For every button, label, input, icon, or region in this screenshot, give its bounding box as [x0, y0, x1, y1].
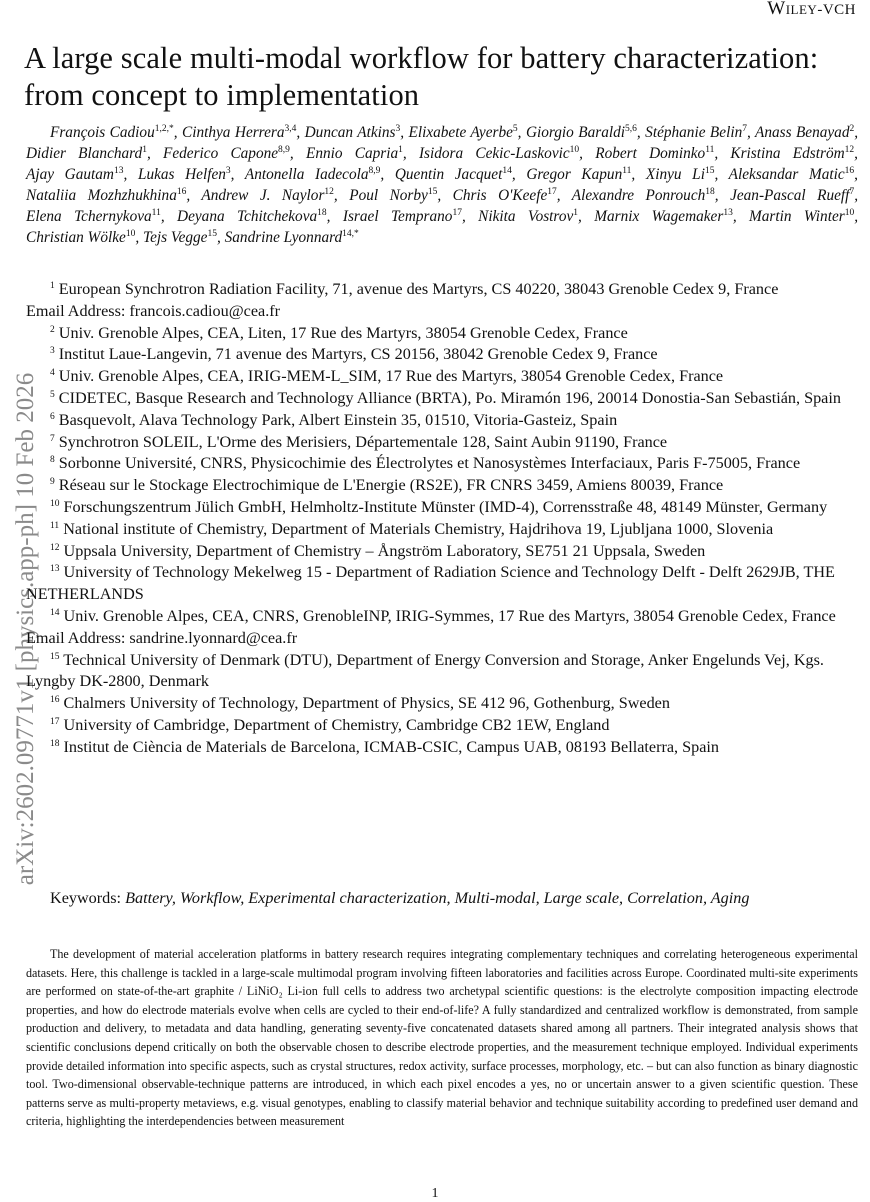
affiliation-text: Univ. Grenoble Alpes, CEA, IRIG-MEM-L_SIM, 17 Rue des Martyrs, 38054 Grenoble Cedex, France [58, 367, 724, 386]
author-affiliation-marker: 15 [427, 187, 438, 197]
author-name [163, 145, 290, 162]
author-name-text: Stéphanie Belin [645, 124, 743, 141]
affiliation-number: 17 [50, 716, 60, 727]
author-name-text: Martin Winter [749, 208, 845, 225]
author-name-text: Israel Temprano [342, 208, 453, 225]
author-name [595, 145, 714, 162]
author-name [730, 187, 854, 204]
author-name [594, 208, 733, 225]
author-name [478, 208, 578, 225]
author-name [182, 124, 296, 141]
keywords-label: Keywords: [50, 889, 122, 907]
author-affiliation-marker: 13 [723, 208, 733, 218]
author-name-text: Lukas Helfen [137, 166, 226, 183]
author-name-text: Giorgio Baraldi [525, 124, 626, 141]
affiliation-number: 3 [50, 346, 55, 357]
author-name-text: François Cadiou [50, 124, 155, 141]
author-affiliation-marker: 1 [142, 145, 147, 155]
author-affiliation-marker: 16 [176, 187, 187, 197]
affiliation-number: 7 [50, 433, 55, 444]
author-affiliation-marker: 15 [704, 166, 715, 176]
author-name [26, 166, 123, 183]
author-affiliation-marker: 14 [502, 166, 512, 176]
affiliation-number: 4 [50, 368, 55, 379]
author-name [526, 166, 631, 183]
affiliation [26, 606, 858, 628]
author-name [349, 187, 437, 204]
author-affiliation-marker: 15 [207, 229, 217, 239]
affiliation-text: Forschungszentrum Jülich GmbH, Helmholtz-Institute Münster (IMD-4), Corrensstraße 48, 48149 Münster, Germany [63, 497, 828, 516]
author-name [729, 166, 855, 183]
affiliation-number: 13 [50, 564, 60, 575]
author-name-text: Christian Wölke [26, 229, 126, 246]
author-name [526, 124, 637, 141]
author-name-text: Ennio Capria [305, 145, 399, 162]
corresponding-email[interactable]: Email Address: francois.cadiou@cea.fr [26, 301, 281, 320]
affiliation-number: 11 [50, 520, 60, 531]
author-name-text: Quentin Jacquet [394, 166, 503, 183]
author-name [26, 208, 161, 225]
author-affiliation-marker: 13 [113, 166, 124, 176]
affiliation-number: 18 [50, 738, 60, 749]
author-affiliation-marker: 5,6 [625, 124, 637, 134]
affiliation-text: Technical University of Denmark (DTU), Department of Energy Conversion and Storage, Anker Engelunds Vej, Kgs. Lyngby DK-2800, Denmark [26, 650, 824, 691]
author-affiliation-marker: 11 [151, 208, 161, 218]
affiliation [26, 453, 858, 475]
affiliation [26, 344, 858, 366]
author-affiliation-marker: 18 [705, 187, 715, 197]
author-name [26, 229, 135, 246]
author-affiliation-marker: 10 [125, 229, 136, 239]
author-affiliation-marker: 12 [844, 145, 855, 155]
author-affiliation-marker: 18 [317, 208, 327, 218]
author-name [50, 124, 174, 141]
author-affiliation-marker: 8,9 [278, 145, 290, 155]
author-name [646, 166, 715, 183]
affiliation [26, 475, 858, 497]
author-name [177, 208, 327, 225]
author-name [730, 145, 854, 162]
affiliation-list [26, 279, 858, 759]
author-affiliation-marker: 11 [705, 145, 715, 155]
author-name-text: Kristina Edström [730, 145, 845, 162]
author-name [749, 208, 854, 225]
author-affiliation-marker: 5 [512, 124, 518, 134]
author-name-text: Andrew J. Naylor [201, 187, 325, 204]
affiliation-text: Univ. Grenoble Alpes, CEA, CNRS, GrenobleINP, IRIG-Symmes, 17 Rue des Martyrs, 38054 Grenoble Cedex, France [63, 606, 836, 625]
author-name-text: Jean-Pascal Rueff [730, 187, 850, 204]
author-affiliation-marker: 1 [398, 145, 403, 155]
affiliation [26, 650, 858, 694]
corresponding-email[interactable]: Email Address: sandrine.lyonnard@cea.fr [26, 628, 298, 647]
affiliation-text: European Synchrotron Radiation Facility, 71, avenue des Martyrs, CS 40220, 38043 Grenoble Cedex 9, France [58, 280, 779, 298]
author-affiliation-marker: 17 [452, 208, 462, 218]
author-name-text: Alexandre Ponrouch [571, 187, 706, 204]
affiliation-number: 6 [50, 411, 55, 422]
author-name-text: Didier Blanchard [26, 145, 143, 162]
affiliation [26, 541, 858, 563]
affiliation-text: Institut Laue-Langevin, 71 avenue des Martyrs, CS 20156, 38042 Grenoble Cedex 9, France [58, 345, 658, 364]
affiliation-number: 15 [50, 651, 60, 662]
author-name [26, 187, 186, 204]
affiliation-text: Institut de Ciència de Materials de Barcelona, ICMAB-CSIC, Campus UAB, 08193 Bellaterra, Spain [63, 737, 720, 756]
affiliation-text: National institute of Chemistry, Department of Materials Chemistry, Hajdrihova 19, Ljubljana 1000, Slovenia [63, 519, 774, 538]
affiliation [26, 432, 858, 454]
affiliation-text: Sorbonne Université, CNRS, Physicochimie des Électrolytes et Nanosystèmes Interfaciaux, Paris F-75005, France [58, 454, 801, 473]
affiliation [26, 562, 858, 606]
author-affiliation-marker: 3 [225, 166, 231, 176]
author-name-text: Poul Norby [349, 187, 428, 204]
author-name-text: Chris O'Keefe [452, 187, 548, 204]
author-name [755, 124, 854, 141]
author-name-text: Antonella Iadecola [244, 166, 369, 183]
author-affiliation-marker: 17 [547, 187, 557, 197]
author-name-text: Anass Benayad [754, 124, 850, 141]
author-name-text: Nikita Vostrov [478, 208, 574, 225]
publisher-logo [767, 0, 856, 20]
author-name [395, 166, 512, 183]
author-name-text: Nataliia Mozhzhukhina [26, 187, 177, 204]
author-affiliation-marker: 12 [324, 187, 334, 197]
author-name-text: Marnix Wagemaker [594, 208, 724, 225]
affiliation-text: Synchrotron SOLEIL, L'Orme des Merisiers, Départementale 128, Saint Aubin 91190, France [58, 432, 668, 451]
author-name [343, 208, 462, 225]
author-name-text: Deyana Tchitchekova [177, 208, 318, 225]
author-name-text: Aleksandar Matic [728, 166, 845, 183]
author-name [245, 166, 381, 183]
affiliation-text: Réseau sur le Stockage Electrochimique de L'Energie (RS2E), FR CNRS 3459, Amiens 80039, France [58, 476, 724, 495]
affiliation-text: Univ. Grenoble Alpes, CEA, Liten, 17 Rue des Martyrs, 38054 Grenoble Cedex, France [58, 323, 628, 342]
author-name [143, 229, 217, 246]
author-list: François Cadiou$^{1,2,*}$, Cinthya Herrera$^{3,4}$, Duncan Atkins$^3$, Elixabete Ayerbe$^5$, Giorgio Baraldi$^{5,6}$, Stéphanie Belin$^7$, Anass Benayad$^2$, Didier Blanchard$^1$, Federico Capone$^{8,9}$, Ennio Capria$^1$, Isidora Cekic-Laskovic$^{10}$, Robert Dominko$^{11}$, Kristina Edström$^{12}$, Ajay Gautam$^{13}$, Lukas Helfen$^3$, Antonella Iadecola$^{8,9}$, Quentin Jacquet$^{14}$, Gregor Kapun$^{11}$, Xinyu Li$^{15}$, Aleksandar Matic$^{16}$, Nataliia Mozhzhukhina$^{16}$, Andrew J. Naylor$^{12}$, Poul Norby$^{15}$, Chris O'Keefe$^{17}$, Alexandre Ponrouch$^{18}$, Jean-Pascal Rueff$^7$, Elena Tchernykova$^{11}$, Deyana Tchitchekova$^{18}$, Israel Temprano$^{17}$, Nikita Vostrov$^1$, Marnix Wagemaker$^{13}$, Martin Winter$^{10}$, Christian Wölke$^{10}$, Tejs Vegge$^{15}$, Sandrine Lyonnard$^{14,*}$ [26, 124, 859, 246]
affiliation-number: 8 [50, 455, 55, 466]
author-name-text: Cinthya Herrera [182, 124, 285, 141]
author-name [225, 229, 359, 246]
author-name [572, 187, 715, 204]
author-affiliation-marker: 7 [742, 124, 747, 134]
affiliation [26, 366, 858, 388]
affiliation-number: 10 [50, 498, 60, 509]
paper-title: A large scale multi-modal workflow for battery characterization: from concept to implementation [24, 41, 819, 112]
author-name-text: Xinyu Li [645, 166, 705, 183]
author-affiliation-marker: 3,4 [284, 124, 297, 134]
affiliation-text: University of Cambridge, Department of Chemistry, Cambridge CB2 1EW, England [63, 715, 610, 734]
author-affiliation-marker: 10 [569, 145, 580, 155]
author-name-text: Elixabete Ayerbe [408, 124, 513, 141]
author-name-text: Tejs Vegge [143, 229, 208, 246]
author-name [409, 124, 518, 141]
author-affiliation-marker: 14,* [342, 229, 359, 239]
affiliation [26, 497, 858, 519]
affiliation-number: 14 [50, 607, 60, 618]
author-name-text: Sandrine Lyonnard [224, 229, 343, 246]
author-affiliation-marker: 1 [573, 208, 579, 218]
author-affiliation-marker: 2 [849, 124, 855, 134]
author-name [26, 145, 147, 162]
affiliation [26, 737, 858, 759]
author-name [201, 187, 334, 204]
author-name-text: Gregor Kapun [526, 166, 623, 183]
author-name [138, 166, 231, 183]
affiliation-number: 1 [50, 281, 55, 291]
author-name-text: Duncan Atkins [304, 124, 396, 141]
author-affiliation-marker: 16 [844, 166, 855, 176]
affiliation-text: University of Technology Mekelweg 15 - Department of Radiation Science and Technology Delft - Delft 2629JB, THE NETHERLANDS [26, 563, 835, 604]
author-name [419, 145, 579, 162]
author-affiliation-marker: 11 [622, 166, 632, 176]
author-affiliation-marker: 1,2,* [154, 124, 174, 134]
author-name [306, 145, 403, 162]
affiliation [26, 279, 858, 301]
author-affiliation-marker: 8,9 [368, 166, 381, 176]
affiliation-text: CIDETEC, Basque Research and Technology Alliance (BRTA), Po. Miramón 196, 20014 Donostia-San Sebastián, Spain [58, 388, 841, 407]
affiliation-number: 16 [50, 695, 60, 706]
affiliation-number: 9 [50, 477, 55, 488]
affiliation-number: 5 [50, 389, 55, 400]
author-name [453, 187, 557, 204]
keywords-value: Battery, Workflow, Experimental characterization, Multi-modal, Large scale, Correlation, Aging [125, 889, 750, 907]
author-name [305, 124, 401, 141]
affiliation-number: 12 [50, 542, 60, 553]
author-affiliation-marker: 7 [849, 187, 855, 197]
affiliation [26, 323, 858, 345]
arxiv-stamp: arXiv:2602.09771v1 [physics.app-ph] 10 Feb 2026 [12, 372, 39, 886]
keywords [26, 888, 858, 910]
author-name-text: Ajay Gautam [26, 166, 114, 183]
author-name-text: Federico Capone [163, 145, 279, 162]
publisher-name: Wiley [767, 0, 818, 19]
affiliation [26, 715, 858, 737]
affiliation-text: Basquevolt, Alava Technology Park, Albert Einstein 35, 01510, Vitoria-Gasteiz, Spain [58, 410, 618, 429]
affiliation-number: 2 [50, 324, 55, 335]
page-number: 1 [431, 1186, 439, 1201]
publisher-suffix: -VCH [817, 2, 856, 18]
author-name-text: Isidora Cekic-Laskovic [418, 145, 570, 162]
affiliation-text: Chalmers University of Technology, Department of Physics, SE 412 96, Gothenburg, Sweden [63, 694, 670, 713]
affiliation [26, 388, 858, 410]
author-name [645, 124, 747, 141]
author-name-text: Robert Dominko [595, 145, 706, 162]
affiliation [26, 519, 858, 541]
affiliation-text: Uppsala University, Department of Chemistry – Ångström Laboratory, SE751 21 Uppsala, Sweden [63, 541, 706, 560]
author-affiliation-marker: 3 [395, 124, 401, 134]
author-affiliation-marker: 10 [844, 208, 855, 218]
abstract: The development of material acceleration platforms in battery research requires integrating complementary techniques and correlating heterogeneous experimental datasets. Here, this challenge is tackled in a large-scale multimodal program involving fifteen laboratories and facilities across Europe. Coordinated multi-site experiments are performed on state-of-the-art graphite / LiNiO₂ Li-ion full cells to address two archetypal scientific questions: is the electrolyte composition impacting electrode properties, and how do electrode materials evolve when cells are cycled to their end-of-life? A fully standardized and centralized workflow is demonstrated, from sample production and delivery, to metadata and data handling, generating seventy-five concatenated datasets shared among all partners. Their integrated analysis shows that scientific conclusions depend critically on both the observable chosen to describe electrode properties, and the measurement technique employed. Individual experiments provide detailed information into specific aspects, such as crystal structures, redox activity, surface processes, morphology, etc. – but can also function as binary diagnostic tool. Two-dimensional observable-technique patterns are introduced, in which each pixel encodes a yes, no or uncertain answer to a given scientific question. These patterns serve as multi-property metaviews, e.g. visual genotypes, enabling to classify material behavior and technique suitability according to predefined user demand and criteria, highlighting the interdependencies between measurement [26, 947, 858, 1129]
author-name-text: Elena Tchernykova [26, 208, 152, 225]
affiliation [26, 693, 858, 715]
affiliation [26, 410, 858, 432]
